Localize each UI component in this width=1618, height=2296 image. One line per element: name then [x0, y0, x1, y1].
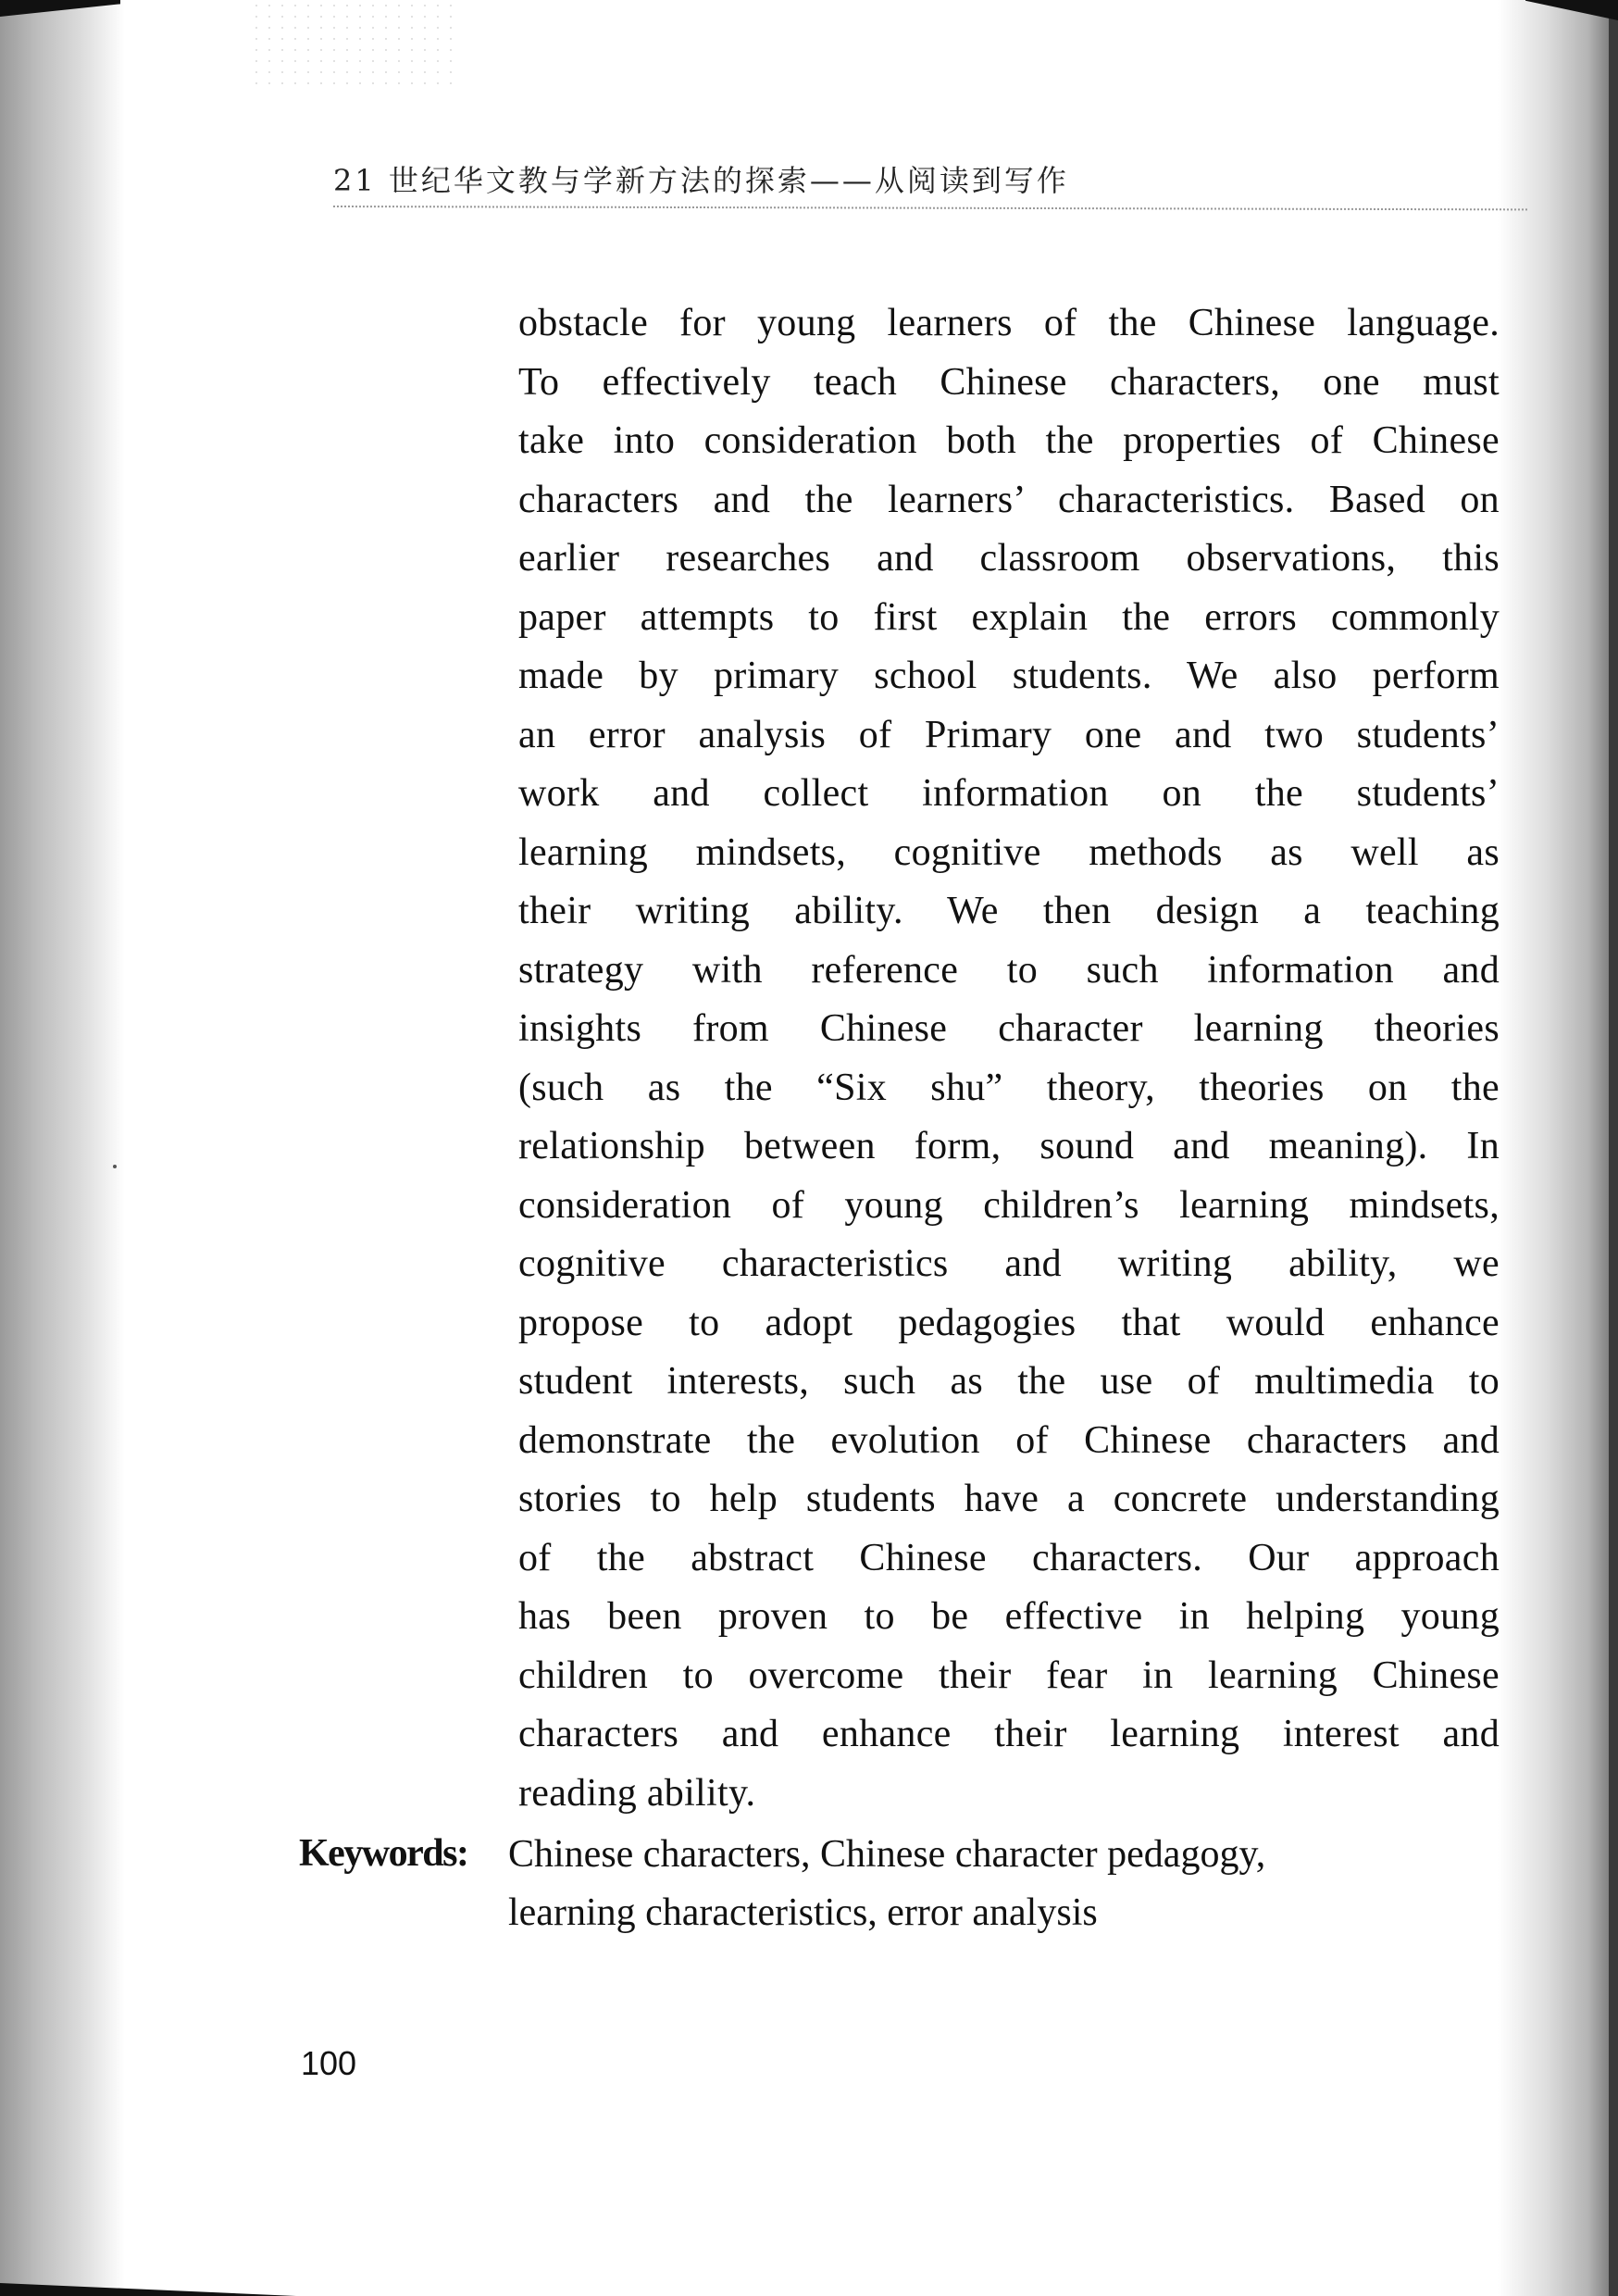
- book-spine-edge: [1609, 0, 1618, 2296]
- page-number: 100: [301, 2044, 357, 2082]
- keywords-line: Chinese characters, Chinese character pedagogy,: [508, 1833, 1266, 1876]
- scan-shadow-right: [1498, 0, 1618, 2296]
- keywords-label: Keywords:: [299, 1832, 468, 1875]
- abstract-line: work and collect information on the students’: [518, 772, 1500, 815]
- abstract-line: made by primary school students. We also perform: [518, 655, 1500, 697]
- keywords-line: learning characteristics, error analysis: [508, 1891, 1098, 1934]
- abstract-line: learning mindsets, cognitive methods as well as: [518, 830, 1500, 874]
- abstract-line: relationship between form, sound and meaning). In: [518, 1125, 1500, 1167]
- abstract-line: stories to help students have a concrete understanding: [518, 1478, 1500, 1520]
- keywords-list: [508, 1826, 1265, 1942]
- running-head: 21 世纪华文教与学新方法的探索——从阅读到写作: [333, 163, 1069, 198]
- scan-dust-spot: [113, 1165, 117, 1168]
- abstract-line: earlier researches and classroom observations, this: [518, 537, 1500, 580]
- abstract-line: insights from Chinese character learning theories: [518, 1007, 1500, 1050]
- abstract-line: of the abstract Chinese characters. Our approach: [518, 1536, 1500, 1579]
- abstract-line: obstacle for young learners of the Chinese language.: [518, 302, 1500, 344]
- header-rule: [333, 206, 1527, 210]
- scan-border-bottom-left: [0, 2283, 296, 2296]
- abstract-line: strategy with reference to such information and: [518, 948, 1500, 992]
- abstract-line: reading ability.: [518, 1771, 756, 1815]
- abstract-line: paper attempts to first explain the errors commonly: [518, 595, 1500, 639]
- abstract-line: student interests, such as the use of multimedia to: [518, 1360, 1500, 1403]
- abstract-line: demonstrate the evolution of Chinese characters and: [518, 1418, 1500, 1462]
- abstract-body: [518, 294, 1500, 1823]
- scan-speckle: [250, 0, 463, 88]
- abstract-line: children to overcome their fear in learning Chinese: [518, 1653, 1500, 1697]
- abstract-line: an error analysis of Primary one and two students’: [518, 713, 1500, 756]
- abstract-line: take into consideration both the properties of Chinese: [518, 419, 1500, 462]
- abstract-line: cognitive characteristics and writing ability, we: [518, 1242, 1500, 1285]
- scan-shadow-left: [0, 0, 125, 2296]
- abstract-line: To effectively teach Chinese characters, one must: [518, 360, 1500, 404]
- abstract-line: propose to adopt pedagogies that would enhance: [518, 1301, 1500, 1344]
- abstract-line: has been proven to be effective in helping young: [518, 1595, 1500, 1638]
- abstract-line: characters and enhance their learning interest and: [518, 1713, 1500, 1755]
- abstract-line: characters and the learners’ characteristics. Based on: [518, 478, 1500, 521]
- abstract-line: their writing ability. We then design a teaching: [518, 890, 1500, 932]
- abstract-line: consideration of young children’s learning mindsets,: [518, 1183, 1500, 1227]
- abstract-line: (such as the “Six shu” theory, theories on the: [518, 1066, 1500, 1109]
